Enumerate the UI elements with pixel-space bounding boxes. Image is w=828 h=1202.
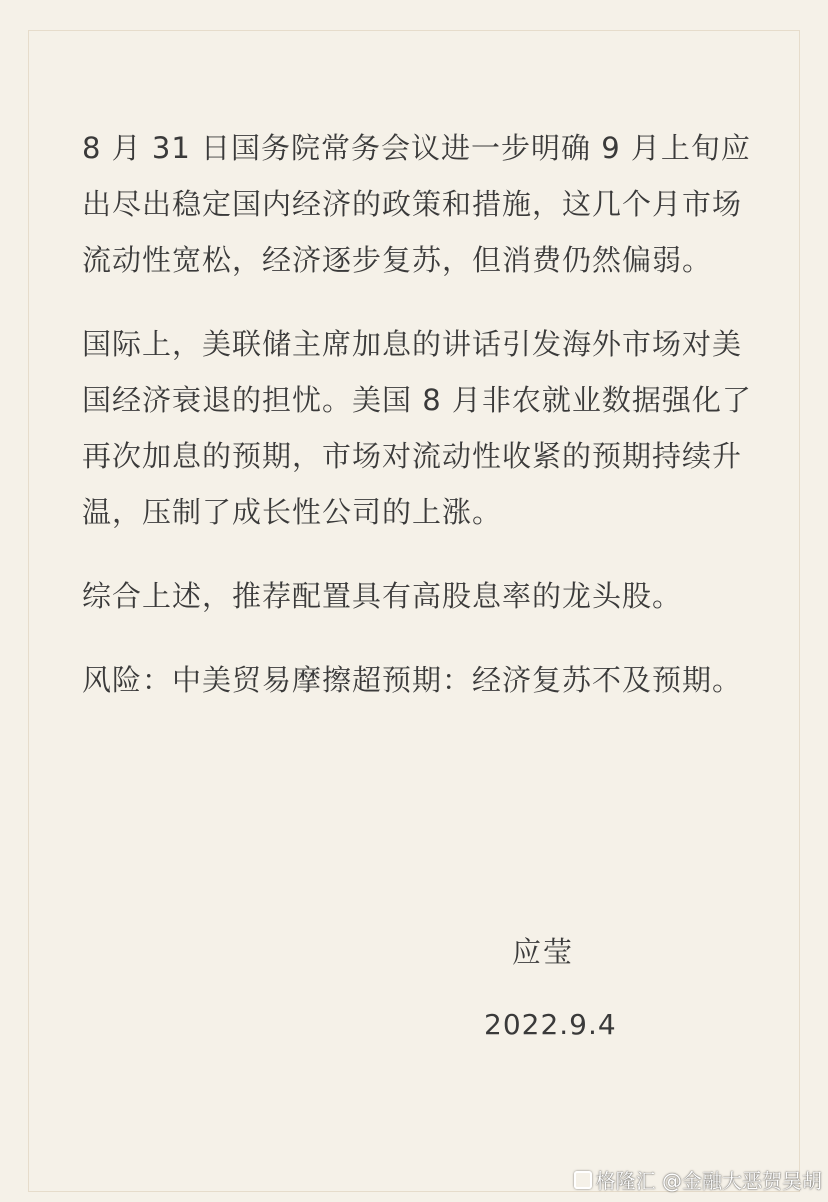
paragraph-recommendation: 综合上述，推荐配置具有高股息率的龙头股。 xyxy=(82,579,683,613)
letter-body xyxy=(82,120,752,736)
paragraph-international: 国际上，美联储主席加息的讲话引发海外市场对美国经济衰退的担忧。美国 8 月非农就业数据强化了再次加息的预期，市场对流动性收紧的预期持续升温，压制了成长性公司的上涨。 xyxy=(82,327,752,529)
watermark-text: 格隆汇 @金融大恶贺吴胡 xyxy=(595,1169,822,1193)
logo-icon xyxy=(574,1171,592,1189)
signature: 应莹 xyxy=(512,935,575,969)
watermark xyxy=(574,1165,822,1194)
paragraph-domestic: 8 月 31 日国务院常务会议进一步明确 9 月上旬应出尽出稳定国内经济的政策和措施，这几个月市场流动性宽松，经济逐步复苏，但消费仍然偏弱。 xyxy=(82,131,751,277)
paragraph-risk: 风险：中美贸易摩擦超预期：经济复苏不及预期。 xyxy=(82,663,743,697)
letter-date: 2022.9.4 xyxy=(484,1008,617,1041)
